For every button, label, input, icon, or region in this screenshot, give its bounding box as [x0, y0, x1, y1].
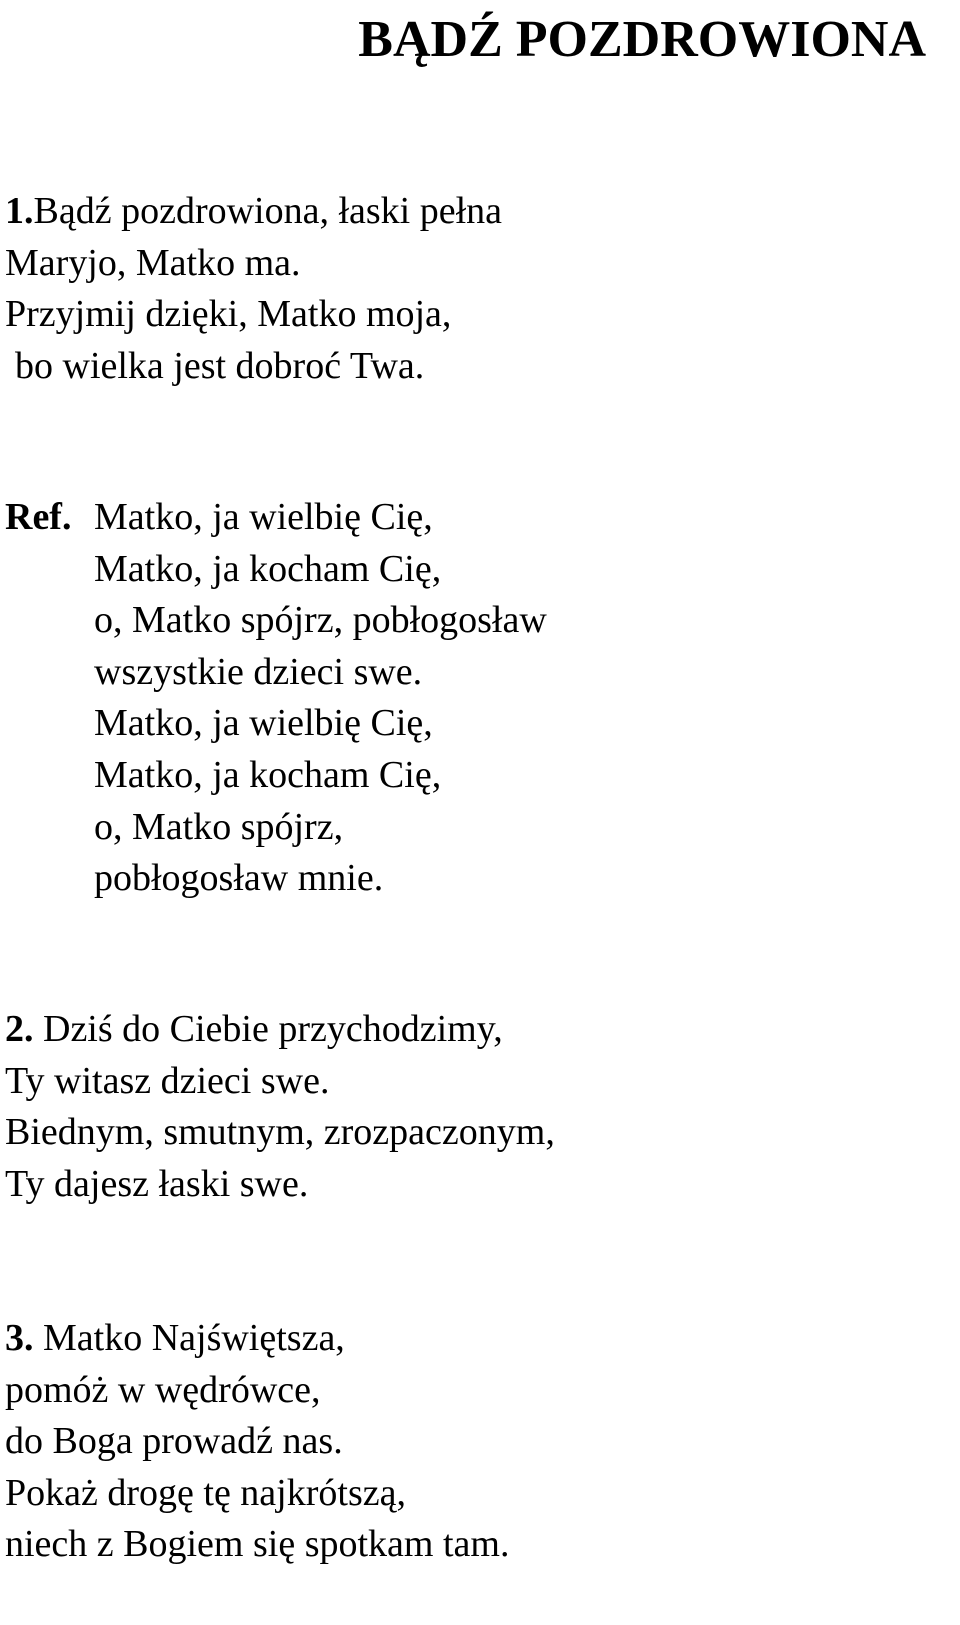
verse-1-line-3: Przyjmij dzięki, Matko moja,: [5, 293, 452, 336]
verse-2-line-1: [5, 1004, 555, 1056]
song-title: BĄDŹ POZDROWIONA: [358, 11, 926, 68]
verse-3-line-1: [5, 1313, 509, 1365]
verse-3-text-1: Matko Najświętsza,: [33, 1317, 345, 1359]
verse-3: [5, 1313, 509, 1571]
verse-3-line-5: niech z Bogiem się spotkam tam.: [5, 1523, 510, 1566]
refrain-line-4: wszystkie dzieci swe.: [94, 650, 423, 693]
refrain-line-1: Matko, ja wielbię Cię,: [94, 496, 433, 538]
refrain-line-8: pobłogosław mnie.: [94, 857, 384, 900]
verse-1: [5, 186, 502, 392]
verse-1-line-2: Maryjo, Matko ma.: [5, 241, 301, 284]
refrain-line-5: Matko, ja wielbię Cię,: [94, 702, 433, 745]
verse-1-line-1: [5, 186, 502, 238]
verse-2-line-2: Ty witasz dzieci swe.: [5, 1059, 330, 1102]
verse-1-text-1: Bądź pozdrowiona, łaski pełna: [33, 190, 503, 232]
verse-2-line-4: Ty dajesz łaski swe.: [5, 1162, 309, 1205]
verse-1-line-4: bo wielka jest dobroć Twa.: [15, 344, 425, 387]
verse-2-text-1: Dziś do Ciebie przychodzimy,: [33, 1008, 503, 1050]
refrain: [5, 492, 547, 905]
verse-1-number: 1.: [5, 190, 34, 232]
verse-3-line-3: do Boga prowadź nas.: [5, 1420, 343, 1463]
refrain-lines: [94, 492, 547, 905]
refrain-line-6: Matko, ja kocham Cię,: [94, 753, 442, 796]
refrain-line-3: o, Matko spójrz, pobłogosław: [94, 599, 547, 642]
refrain-line-2: Matko, ja kocham Cię,: [94, 547, 442, 590]
refrain-line-7: o, Matko spójrz,: [94, 805, 344, 848]
verse-2: [5, 1004, 555, 1210]
refrain-label: Ref.: [5, 496, 72, 538]
verse-3-line-2: pomóż w wędrówce,: [5, 1368, 321, 1411]
verse-3-number: 3.: [5, 1317, 34, 1359]
verse-2-line-3: Biednym, smutnym, zrozpaczonym,: [5, 1111, 555, 1154]
verse-3-line-4: Pokaż drogę tę najkrótszą,: [5, 1471, 406, 1514]
verse-2-number: 2.: [5, 1008, 34, 1050]
